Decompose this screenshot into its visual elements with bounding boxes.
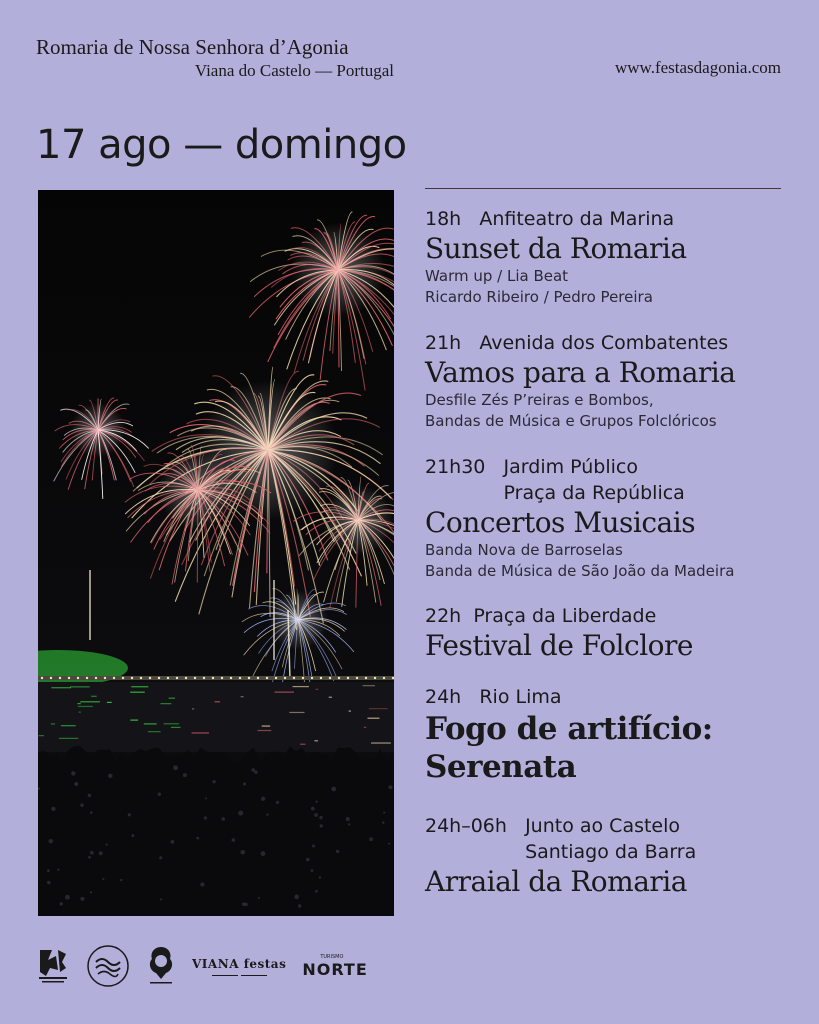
event-title: Romaria de Nossa Senhora d’Agonia	[36, 35, 349, 59]
norte-text: NORTE	[302, 959, 368, 979]
event-time: 21h30	[425, 456, 486, 478]
event-location-name: Junto ao Castelo	[525, 815, 681, 837]
event-item	[425, 813, 795, 899]
event-name: Festival de Folclore	[425, 629, 693, 662]
viana-capital-culture-logo	[36, 946, 70, 986]
fireworks-photo	[38, 190, 394, 916]
viana-festas-logo	[192, 957, 286, 976]
divider-line	[425, 188, 781, 189]
event-location-name: Avenida dos Combatentes	[479, 332, 729, 354]
event-location-name: Praça da Liberdade	[473, 605, 657, 627]
event-detail: Banda Nova de Barroselas	[425, 541, 623, 559]
website-link[interactable]: www.festasdagonia.com	[614, 58, 781, 77]
event-item	[425, 206, 795, 308]
turismo-text: TURISMO	[320, 953, 344, 960]
camara-municipal-logo	[146, 945, 176, 987]
somos-todos-romaria-logo	[86, 944, 130, 988]
event-name: Fogo de artifício: Serenata	[425, 711, 713, 785]
event-item	[425, 684, 795, 786]
event-item	[425, 454, 795, 582]
viana-festas-text: VIANA festas	[192, 956, 287, 971]
event-name: Concertos Musicais	[425, 506, 696, 539]
fireworks-illustration	[38, 190, 394, 916]
event-time: 18h	[425, 208, 462, 230]
event-location-secondary: Praça da República	[503, 482, 685, 504]
turismo-norte-logo	[302, 954, 367, 979]
event-time: 22h	[425, 605, 462, 627]
event-location-name: Rio Lima	[479, 686, 562, 708]
event-item	[425, 603, 795, 663]
event-detail: Ricardo Ribeiro / Pedro Pereira	[425, 288, 653, 306]
event-name: Arraial da Romaria	[425, 865, 687, 898]
event-location: Viana do Castelo — Portugal	[194, 61, 394, 80]
event-location-secondary: Santiago da Barra	[525, 841, 697, 863]
event-time: 24h–06h	[425, 815, 507, 837]
sponsor-logos	[36, 944, 368, 988]
event-detail: Warm up / Lia Beat	[425, 267, 569, 285]
event-location-name: Anfiteatro da Marina	[479, 208, 675, 230]
event-time: 21h	[425, 332, 462, 354]
event-item	[425, 330, 795, 432]
event-name: Sunset da Romaria	[425, 232, 687, 265]
event-location-name: Jardim Público	[503, 456, 638, 478]
event-time: 24h	[425, 686, 462, 708]
event-name: Vamos para a Romaria	[425, 356, 736, 389]
header-left	[36, 34, 396, 82]
date-heading: 17 ago — domingo	[36, 122, 407, 168]
event-detail: Banda de Música de São João da Madeira	[425, 562, 735, 580]
event-detail: Desfile Zés P’reiras e Bombos,	[425, 391, 654, 409]
event-detail: Bandas de Música e Grupos Folclóricos	[425, 412, 717, 430]
